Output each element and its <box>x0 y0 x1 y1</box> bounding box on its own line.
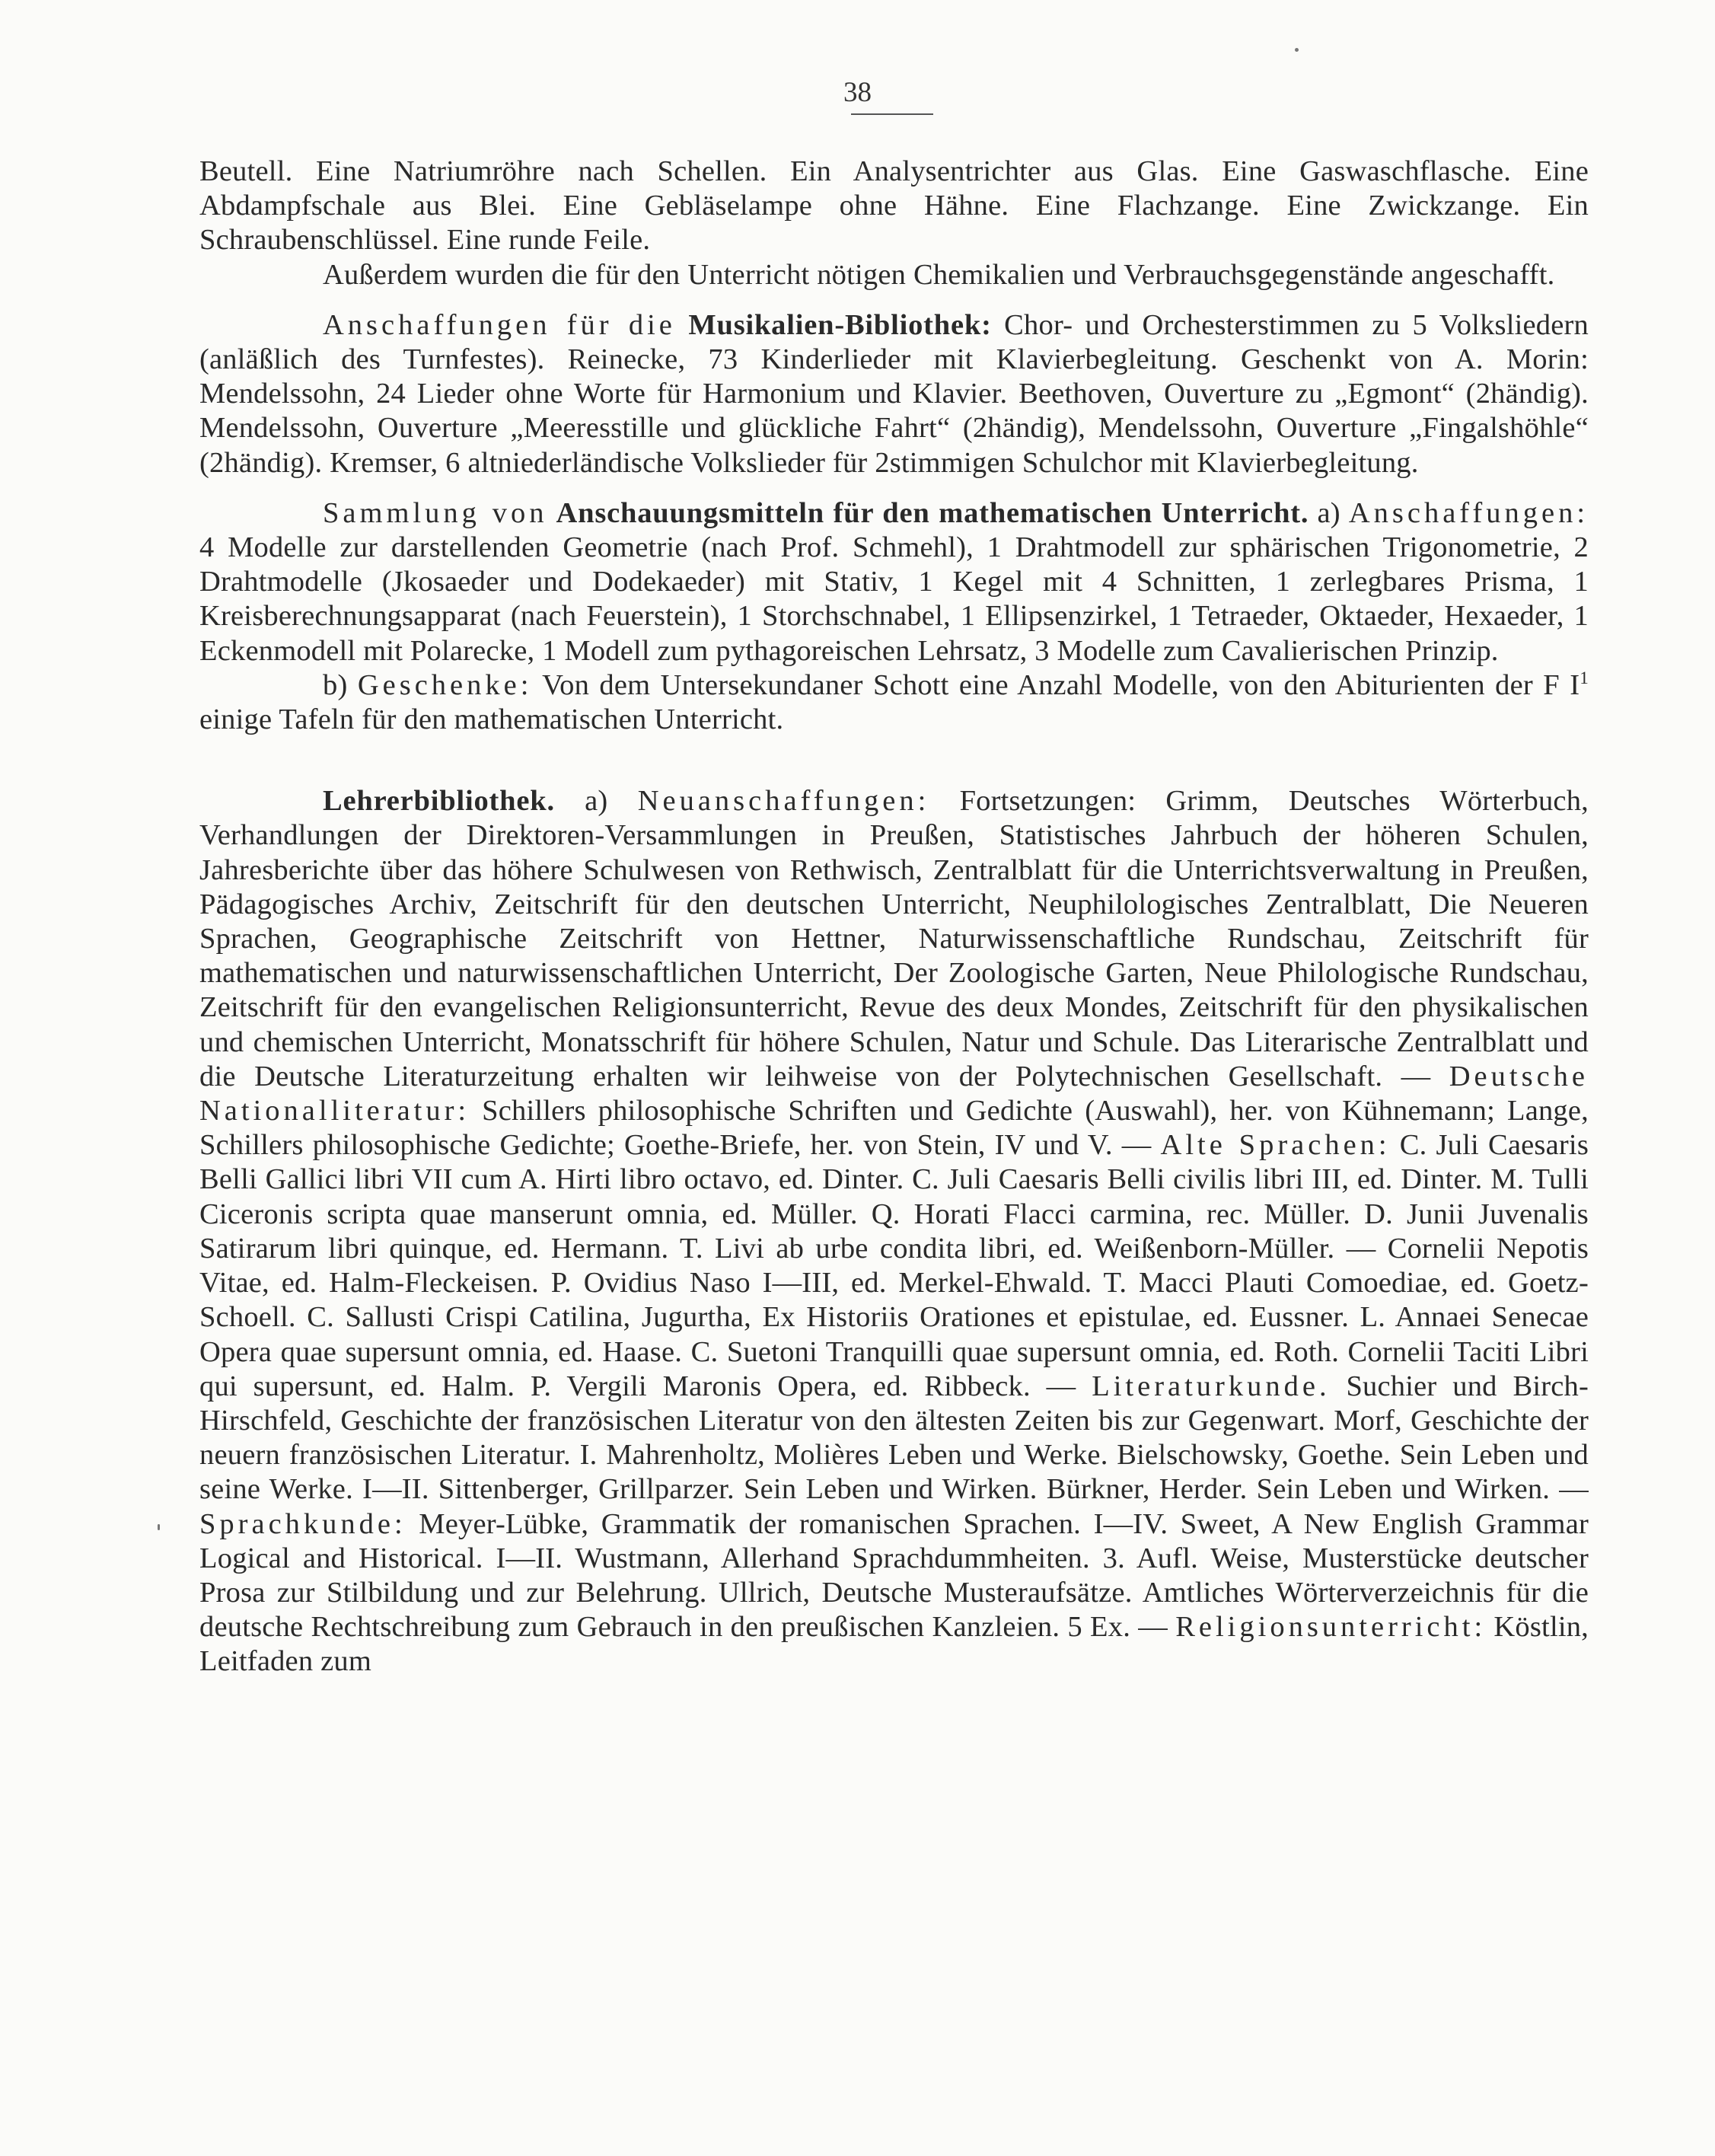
library-nationalliteratur-heading: Deutsche Nationalliteratur: <box>199 1060 1589 1127</box>
chemistry-items-paragraph <box>199 155 1589 258</box>
page-number-underline <box>851 113 933 115</box>
math-collection-paragraph <box>199 496 1589 668</box>
library-text-2: Schillers philosophische Schriften und Gedichte (Auswahl), her. von Kühnemann; Lange, Schillers philosophische Gedichte; Goethe-Briefe, her. von Stein, IV und V. — <box>199 1095 1589 1162</box>
teacher-library-paragraph <box>199 784 1589 1679</box>
math-b-text-2: einige Tafeln für den mathematischen Unterricht. <box>199 703 784 736</box>
chemicals-paragraph <box>199 258 1589 292</box>
print-speck <box>1295 48 1299 52</box>
body-text <box>199 155 1589 1679</box>
math-lead: Sammlung von <box>323 496 548 529</box>
teacher-library-heading: Lehrerbibliothek. <box>323 785 555 818</box>
library-text-5: Meyer-Lübke, Grammatik der romanischen Sprachen. I—IV. Sweet, A New English Grammar Logical and Historical. I—II. Wustmann, Allerhand Sprachdummheiten. 3. Aufl. Weise, Musterstücke deutscher Prosa zur Stilbildung und zur Belehrung. Ullrich, Deutsche Musteraufsätze. Amtliches Wörterverzeichnis für die deutsche Rechtschreibung zum Gebrauch in den preußischen Kanzleien. 5 Ex. — <box>199 1507 1589 1644</box>
library-a-label: a) <box>585 785 608 818</box>
page-number: 38 <box>843 77 872 108</box>
chemicals-text: Außerdem wurden die für den Unterricht nötigen Chemikalien und Verbrauchsgegenstände angeschafft. <box>323 258 1555 291</box>
library-text-6: Köstlin, Leitfaden zum <box>199 1611 1589 1678</box>
music-lead: Anschaffungen für die <box>323 308 676 341</box>
music-library-heading: Musikalien-Bibliothek: <box>688 308 992 341</box>
math-a-spaced: Anschaffungen: <box>1348 496 1589 529</box>
library-text-1: Fortsetzungen: Grimm, Deutsches Wörterbuch, Verhandlungen der Direktoren-Versammlungen in Preußen, Statistisches Jahrbuch der höheren Schulen, Jahresberichte über das höhere Schulwesen von Rethwisch, Zentralblatt für die Unterrichtsverwaltung in Preußen, Pädagogisches Archiv, Zeitschrift für den deutschen Unterricht, Neuphilologisches Zentralblatt, Die Neueren Sprachen, Geographische Zeitschrift von Hettner, Naturwissenschaftliche Rundschau, Zeitschrift für mathematischen und naturwissenschaftlichen Unterricht, Der Zoologische Garten, Neue Philologische Rundschau, Zeitschrift für den evangelischen Religionsunterricht, Revue des deux Mondes, Zeitschrift für den physikalischen und chemischen Unterricht, Monatsschrift für höhere Schulen, Natur und Schule. Das Literarische Zentralblatt und die Deutsche Literaturzeitung erhalten wir leihweise von der Polytechnischen Gesellschaft. — <box>199 785 1589 1092</box>
library-neu-heading: Neuanschaffungen: <box>637 785 930 818</box>
music-library-paragraph <box>199 308 1589 480</box>
math-b-superscript: 1 <box>1580 668 1589 688</box>
math-gifts-paragraph <box>199 668 1589 737</box>
math-b-label: b) <box>323 668 348 701</box>
math-collection-heading: Anschauungsmitteln für den mathematischen Unterricht. <box>556 496 1309 529</box>
music-library-text: Chor- und Orchesterstimmen zu 5 Volksliedern (anläßlich des Turnfestes). Reinecke, 73 Kinderlieder mit Klavierbegleitung. Geschenkt von A. Morin: Mendelssohn, 24 Lieder ohne Worte für Harmonium und Klavier. Beethoven, Ouverture zu „Egmont“ (2händig). Mendelssohn, Ouverture „Meeresstille und glückliche Fahrt“ (2händig), Mendelssohn, Ouverture „Fingalshöhle“ (2händig). Kremser, 6 altniederländische Volkslieder für 2stimmigen Schulchor mit Klavierbegleitung. <box>199 308 1589 479</box>
math-b-text-1: Von dem Untersekundaner Schott eine Anzahl Modelle, von den Abiturienten der F I <box>542 668 1580 701</box>
math-a-label: a) <box>1317 496 1340 529</box>
library-alte-sprachen-heading: Alte Sprachen: <box>1160 1129 1391 1162</box>
chemistry-items-text: Beutell. Eine Natriumröhre nach Schellen. Ein Analysentrichter aus Glas. Eine Gaswaschflasche. Eine Abdampfschale aus Blei. Eine Gebläselampe ohne Hähne. Eine Flachzange. Eine Zwickzange. Ein Schraubenschlüssel. Eine runde Feile. <box>199 155 1589 257</box>
math-b-spaced: Geschenke: <box>357 668 533 701</box>
library-literaturkunde-heading: Literaturkunde. <box>1092 1370 1331 1402</box>
print-speck <box>158 1524 160 1530</box>
library-text-4: Suchier und Birch-Hirschfeld, Geschichte der französischen Literatur von den ältesten Zeiten bis zur Gegenwart. Morf, Geschichte der neuern französischen Literatur. I. Mahrenholtz, Molières Leben und Werke. Bielschowsky, Goethe. Sein Leben und seine Werke. I—II. Sittenberger, Grillparzer. Sein Leben und Wirken. Bürkner, Herder. Sein Leben und Wirken. — <box>199 1370 1589 1506</box>
library-sprachkunde-heading: Sprachkunde: <box>199 1507 406 1540</box>
library-religionsunterricht-heading: Religionsunterricht: <box>1175 1611 1487 1644</box>
math-a-text: 4 Modelle zur darstellenden Geometrie (nach Prof. Schmehl), 1 Drahtmodell zur sphärischen Trigonometrie, 2 Drahtmodelle (Jkosaeder und Dodekaeder) mit Stativ, 1 Kegel mit 4 Schnitten, 1 zerlegbares Prisma, 1 Kreisberechnungsapparat (nach Feuerstein), 1 Storchschnabel, 1 Ellipsenzirkel, 1 Tetraeder, Oktaeder, Hexaeder, 1 Eckenmodell mit Polarecke, 1 Modell zum pythagoreischen Lehrsatz, 3 Modelle zum Cavalierischen Prinzip. <box>199 531 1589 667</box>
library-text-3: C. Juli Caesaris Belli Gallici libri VII cum A. Hirti libro octavo, ed. Dinter. C. Juli Caesaris Belli civilis libri III, ed. Dinter. M. Tulli Ciceronis scripta quae manserunt omnia, ed. Müller. Q. Horati Flacci carmina, rec. Müller. D. Junii Juvenalis Satirarum libri quinque, ed. Hermann. T. Livi ab urbe condita libri, ed. Weißenborn-Müller. — Cornelii Nepotis Vitae, ed. Halm-Fleckeisen. P. Ovidius Naso I—III, ed. Merkel-Ehwald. T. Macci Plauti Comoediae, ed. Goetz-Schoell. C. Sallusti Crispi Catilina, Jugurtha, Ex Historiis Orationes et epistulae, ed. Eussner. L. Annaei Senecae Opera quae supersunt omnia, ed. Haase. C. Suetoni Tranquilli quae supersunt omnia, ed. Roth. Cornelii Taciti Libri qui supersunt, ed. Halm. P. Vergili Maronis Opera, ed. Ribbeck. — <box>199 1129 1589 1402</box>
